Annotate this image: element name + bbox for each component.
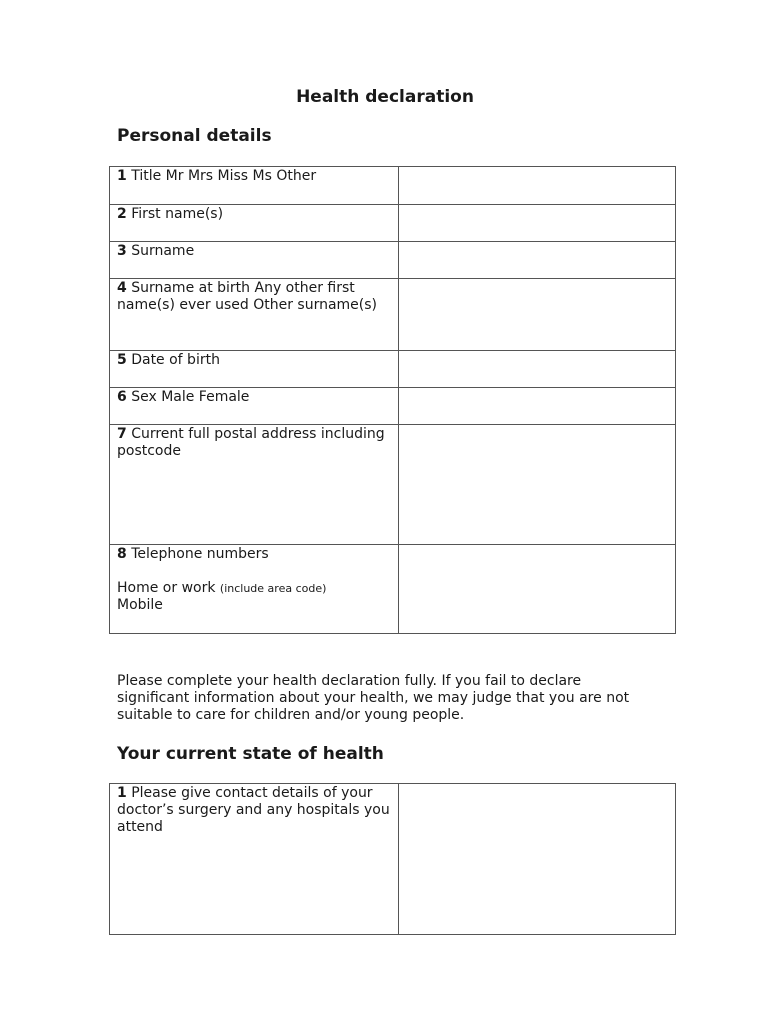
field-label-text: Please give contact details of your doctor’s surgery and any hospitals you attend xyxy=(117,785,390,835)
telephone-answer-field[interactable] xyxy=(399,545,676,634)
other-names-answer-field[interactable] xyxy=(399,279,676,351)
field-label-text: Telephone numbers xyxy=(131,546,269,562)
field-number: 7 xyxy=(117,426,127,442)
field-label-date-of-birth xyxy=(110,351,399,388)
personal-details-table xyxy=(109,166,676,634)
table-row xyxy=(110,545,676,634)
table-row xyxy=(110,784,676,935)
table-row xyxy=(110,242,676,279)
title-answer-field[interactable] xyxy=(399,167,676,205)
field-label-text: Surname xyxy=(131,243,195,259)
field-number: 6 xyxy=(117,389,127,405)
field-number: 1 xyxy=(117,168,127,184)
field-number: 3 xyxy=(117,243,127,259)
sex-answer-field[interactable] xyxy=(399,388,676,425)
current-health-heading: Your current state of health xyxy=(117,744,384,764)
field-label-text: Surname at birth Any other first name(s) ever used Other surname(s) xyxy=(117,280,378,313)
home-or-work-label: Home or work xyxy=(117,580,216,596)
field-number: 2 xyxy=(117,206,127,222)
field-label-sex xyxy=(110,388,399,425)
table-row xyxy=(110,279,676,351)
first-names-answer-field[interactable] xyxy=(399,205,676,242)
postal-address-answer-field[interactable] xyxy=(399,425,676,545)
document-title: Health declaration xyxy=(296,87,474,107)
field-label-first-names xyxy=(110,205,399,242)
table-row xyxy=(110,205,676,242)
field-label-text: First name(s) xyxy=(131,206,224,222)
current-health-table xyxy=(109,783,676,935)
field-label-title xyxy=(110,167,399,205)
table-row xyxy=(110,351,676,388)
field-label-doctor-details xyxy=(110,784,399,935)
field-label-text: Date of birth xyxy=(131,352,220,368)
field-label-text: Current full postal address including xyxy=(131,426,385,442)
surname-answer-field[interactable] xyxy=(399,242,676,279)
instructions-paragraph: Please complete your health declaration fully. If you fail to declare significant information about your health, we may judge that you are not suitable to care for children and/or young people. xyxy=(117,673,630,723)
field-number: 4 xyxy=(117,280,127,296)
field-label-other-names xyxy=(110,279,399,351)
table-row xyxy=(110,425,676,545)
field-label-telephone xyxy=(110,545,399,634)
doctor-details-answer-field[interactable] xyxy=(399,784,676,935)
personal-details-heading: Personal details xyxy=(117,126,272,146)
mobile-label: Mobile xyxy=(117,597,163,613)
table-row xyxy=(110,388,676,425)
field-label-text: postcode xyxy=(117,443,181,459)
field-number: 8 xyxy=(117,546,127,562)
area-code-note: (include area code) xyxy=(219,582,327,595)
field-label-text: Title Mr Mrs Miss Ms Other xyxy=(131,168,317,184)
field-number: 5 xyxy=(117,352,127,368)
field-number: 1 xyxy=(117,785,127,801)
field-label-text: Sex Male Female xyxy=(131,389,250,405)
table-row xyxy=(110,167,676,205)
date-of-birth-answer-field[interactable] xyxy=(399,351,676,388)
field-label-postal-address xyxy=(110,425,399,545)
field-label-surname xyxy=(110,242,399,279)
